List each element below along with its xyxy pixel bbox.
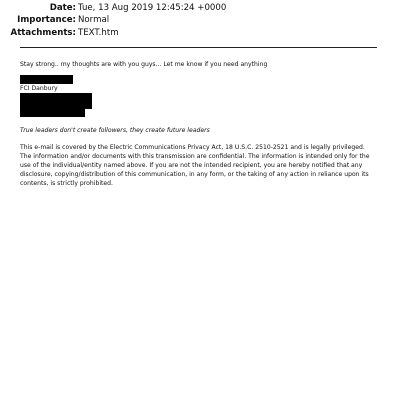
importance-label: Importance: [17,15,76,25]
importance-value: Normal [78,15,110,25]
message-intro: Stay strong.. my thoughts are with you guys... Let me know if you need anything [20,61,268,68]
privacy-disclaimer: This e-mail is covered by the Electric Communications Privacy Act, 18 U.S.C. 2510-2521 and is legally privileged. The information and/or documents with this transmission are confidential. The information is intended only for the use of the individual/entity named above. If you are not the intended recipient, you are hereby notified that any disclosure, copying/distribution of this communication, in any form, or the taking of any action in reliance upon its contents, is strictly prohibited. [20,144,370,187]
date-label: Date: [49,3,76,13]
redaction-block [20,93,92,109]
attachments-row [0,27,400,40]
attachments-label: Attachments: [10,28,76,38]
header-divider [20,47,377,48]
date-value: Tue, 13 Aug 2019 12:45:24 +0000 [78,3,227,13]
signature-motto: True leaders don't create followers, they create future leaders [20,127,210,134]
importance-row [0,14,400,27]
redaction-block [20,109,85,117]
attachment-file: TEXT.htm [78,28,119,38]
redaction-block [20,75,73,84]
signature-organization: FCI Danbury [20,85,58,92]
